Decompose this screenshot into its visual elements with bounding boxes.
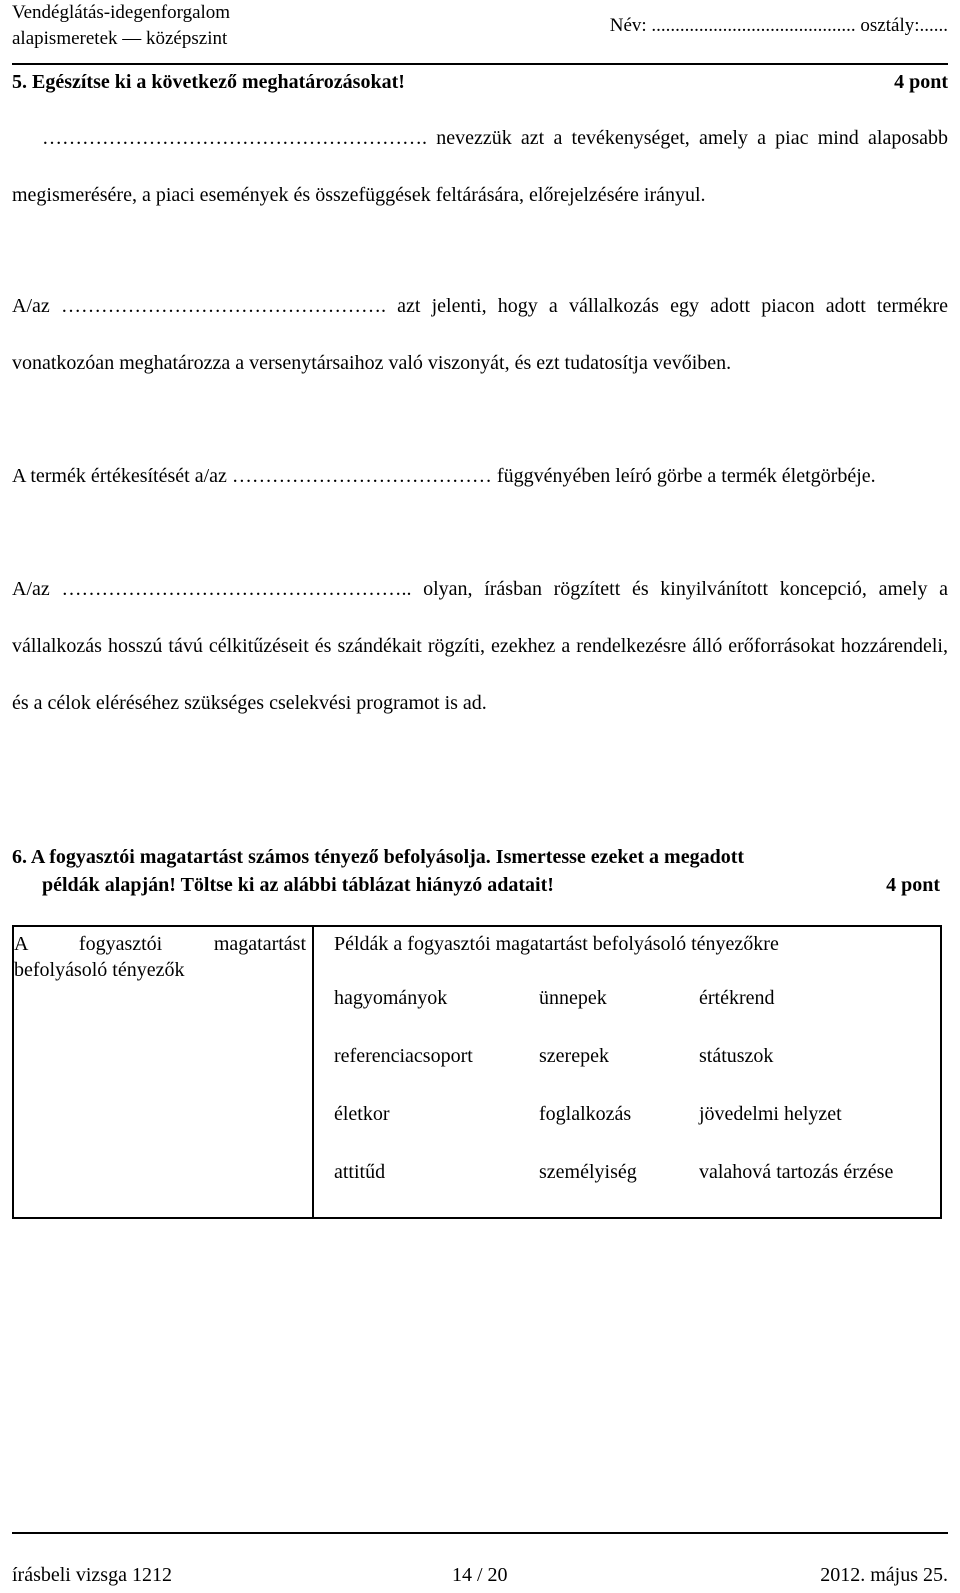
blank-dots-3: ………………………………… xyxy=(231,465,492,487)
examples-header-row xyxy=(334,931,940,985)
example-cell: attitűd xyxy=(334,1161,386,1183)
blank-dots-4: ……………………………………………. xyxy=(61,578,407,600)
task5-definition-4 xyxy=(12,561,948,732)
example-cell: ünnepek xyxy=(539,987,607,1009)
factor-header: A fogyasztói magatartást befolyásoló tényezők xyxy=(14,933,306,981)
footer-page-number: 14 / 20 xyxy=(452,1564,508,1586)
header-subject-line2: alapismeretek — középszint xyxy=(12,28,228,49)
table-row xyxy=(334,1043,940,1101)
footer-exam-id: írásbeli vizsga 1212 xyxy=(12,1564,172,1586)
examples-header: Példák a fogyasztói magatartást befolyásoló tényezőkre xyxy=(334,933,779,955)
task5-title xyxy=(12,68,948,96)
task5-points: 4 pont xyxy=(894,71,948,93)
task5-title-text: 5. Egészítse ki a következő meghatározásokat! xyxy=(12,71,405,93)
factor-header-cell xyxy=(13,926,313,1218)
definition-4-start: A/az xyxy=(12,578,62,600)
task6-title xyxy=(12,843,948,899)
definition-2-start: A/az xyxy=(12,295,61,317)
definition-3-text: függvényében leíró görbe a termék életgörbéje. xyxy=(491,465,876,487)
table-row xyxy=(334,985,940,1043)
task6-points: 4 pont xyxy=(886,874,940,896)
header-name-class: Név: ........................................... osztály:...... xyxy=(609,15,948,36)
example-cell: referenciacsoport xyxy=(334,1045,473,1067)
example-cell: jövedelmi helyzet xyxy=(699,1103,842,1125)
table-row xyxy=(334,1159,940,1217)
blank-dots-2: ………………………………………… xyxy=(60,295,381,317)
example-cell: valahová tartozás érzése xyxy=(699,1161,894,1183)
task5-definition-3 xyxy=(12,448,948,505)
example-cell: hagyományok xyxy=(334,987,448,1009)
example-cell: foglalkozás xyxy=(539,1103,632,1125)
blank-dots-1: ………………………………………………… xyxy=(42,127,422,149)
definition-4-text: . olyan, írásban rögzített és kinyilvánított koncepció, amely a vállalkozás hosszú távú célkitűzéseit és szándékait rögzíti, ezekhez a rendelkezésre álló erőforrásokat hozzárendeli, és a célok eléréséhez szükséges cselekvési programot is ad. xyxy=(12,578,948,714)
factors-table xyxy=(12,925,942,1219)
task6-title-line2-wrap xyxy=(12,871,948,899)
header-subject-line1: Vendéglátás-idegenforgalom xyxy=(12,2,231,23)
footer-divider xyxy=(12,1532,948,1534)
task6-title-line2: példák alapján! Töltse ki az alábbi táblázat hiányzó adatait! xyxy=(42,874,554,896)
footer-date: 2012. május 25. xyxy=(820,1564,948,1586)
example-cell: szerepek xyxy=(539,1045,609,1067)
task5-definition-2 xyxy=(12,278,948,392)
example-cell: státuszok xyxy=(699,1045,774,1067)
definition-1-text: . nevezzük azt a tevékenységet, amely a piac mind alaposabb megismerésére, a piaci események és összefüggések feltárására, előrejelzésére irányul. xyxy=(12,127,948,206)
task5-definition-1 xyxy=(12,110,948,224)
examples-cell xyxy=(313,926,941,1218)
task6-title-line1: 6. A fogyasztói magatartást számos tényező befolyásolja. Ismertesse ezeket a megadott xyxy=(12,846,745,868)
definition-2-text: . azt jelenti, hogy a vállalkozás egy adott piacon adott termékre vonatkozóan meghatározza a versenytársaihoz való viszonyát, és ezt tudatosítja vevőiben. xyxy=(12,295,948,374)
definition-3-start: A termék értékesítését a/az xyxy=(12,465,232,487)
header-divider xyxy=(12,63,948,65)
example-cell: személyiség xyxy=(539,1161,637,1183)
table-row xyxy=(334,1101,940,1159)
example-cell: életkor xyxy=(334,1103,390,1125)
header-subject xyxy=(12,0,230,52)
example-cell: értékrend xyxy=(699,987,775,1009)
